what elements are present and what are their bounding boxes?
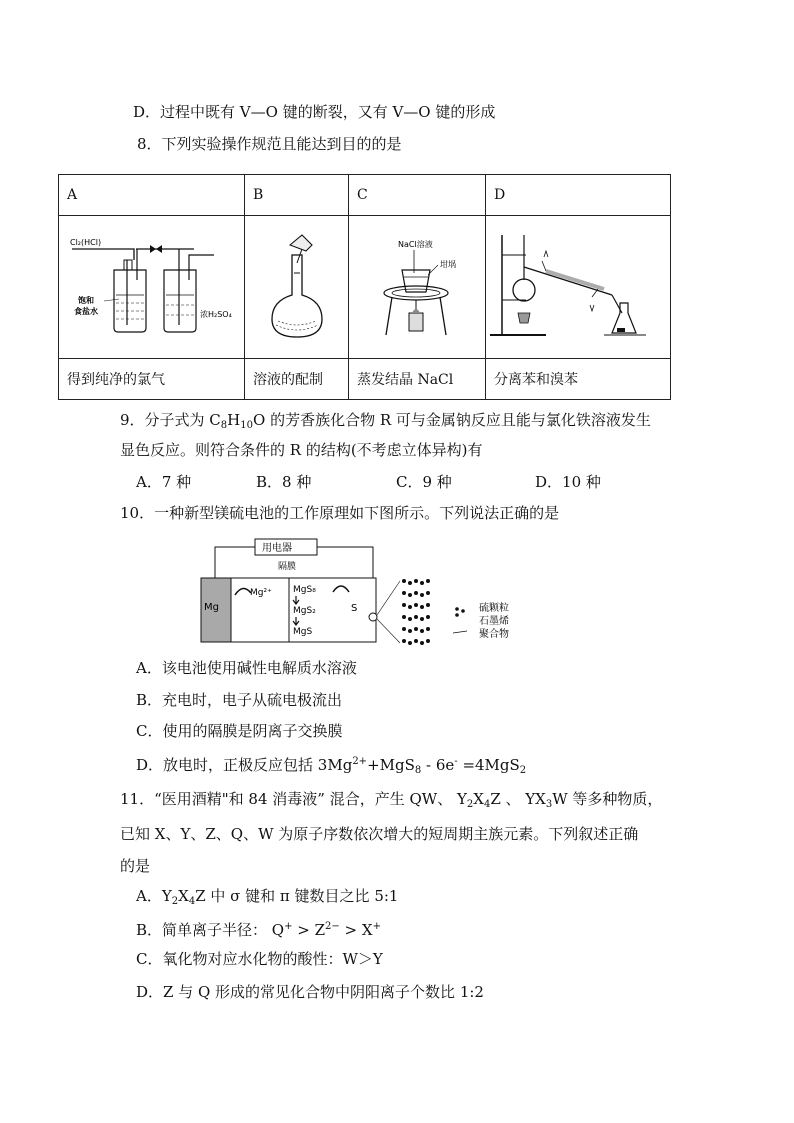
q9-option-c: C．9 种 (396, 473, 452, 491)
q11-stem-line1: 11．“医用酒精"和 84 消毒液” 混合，产生 QW、 $Y_2X_4Z$ 、 $YX_3W$ 等多种物质， (120, 790, 663, 810)
mg-ion-label: Mg²⁺ (250, 588, 272, 598)
q8-caption-d: 分离苯和溴苯 (486, 359, 671, 400)
q8-caption-b: 溶液的配制 (245, 359, 349, 400)
q10-option-d: D．放电时，正极反应包括 $3Mg^{2+}+MgS_8 - 6e^- =4MgS_2$ (136, 756, 527, 776)
mgs2-label: MgS₂ (293, 606, 316, 616)
fig-a-right-label: 浓H₂SO₄ (200, 310, 232, 319)
volumetric-flask-diagram (252, 225, 342, 345)
q8-caption-c: 蒸发结晶 NaCl (349, 359, 486, 400)
q11-option-a: A．$Y_2X_4Z$ 中 σ 键和 π 键数目之比 5:1 (136, 887, 399, 907)
q10-stem: 10．一种新型镁硫电池的工作原理如下图所示。下列说法正确的是 (120, 504, 560, 522)
mg-s-battery-diagram (195, 537, 540, 649)
q10-option-b: B．充电时，电子从硫电极流出 (136, 691, 343, 709)
q9-stem-line1: 9．分子式为 $C_8H_{10}O$ 的芳香族化合物 R 可与金属钠反应且能与氯化铁溶液发生 (120, 411, 651, 431)
q8-table (58, 174, 671, 400)
q11-stem-line2: 已知 X、Y、Z、Q、W 为原子序数依次增大的短周期主族元素。下列叙述正确 (120, 825, 639, 843)
q8-caption-a: 得到纯净的氯气 (59, 359, 245, 400)
fig-c-side-label: 坩埚 (440, 260, 456, 269)
q8-header-c: C (349, 175, 486, 216)
q10-option-a: A．该电池使用碱性电解质水溶液 (136, 659, 357, 677)
q8-stem: 8．下列实验操作规范且能达到目的的是 (137, 135, 402, 153)
fig-a-left-label-2: 食盐水 (74, 307, 98, 316)
q8-figure-d (486, 216, 671, 359)
evaporation-crucible-diagram (354, 225, 480, 345)
device-label: 用电器 (262, 543, 292, 554)
mgs-label: MgS (293, 627, 313, 637)
fig-a-left-label: 饱和 (78, 296, 94, 305)
q8-header-d: D (486, 175, 671, 216)
gas-washing-bottles-diagram (64, 225, 239, 345)
legend-sulfur-particle: 硫颗粒 (479, 603, 509, 614)
q11-option-d: D．Z 与 Q 形成的常见化合物中阴阳离子个数比 1:2 (136, 983, 484, 1001)
q7-option-d: D．过程中既有 V—O 键的断裂，又有 V—O 键的形成 (133, 103, 496, 121)
distillation-apparatus-diagram (486, 225, 670, 345)
legend-polymer: 聚合物 (479, 629, 509, 640)
q11-stem-line3: 的是 (120, 857, 151, 875)
legend-graphene: 石墨烯 (479, 616, 509, 627)
q11-option-c: C．氧化物对应水化物的酸性：W＞Y (136, 950, 383, 968)
mgs8-label: MgS₈ (293, 585, 316, 595)
q9-stem-line2: 显色反应。则符合条件的 R 的结构(不考虑立体异构)有 (120, 441, 483, 459)
fig-a-gas-label: Cl₂(HCl) (70, 238, 102, 247)
q8-header-b: B (245, 175, 349, 216)
fig-c-top-label: NaCl溶液 (398, 240, 433, 249)
q9-option-b: B．8 种 (256, 473, 312, 491)
q8-figure-c (349, 216, 486, 359)
q9-option-d: D．10 种 (535, 473, 601, 491)
q8-figure-b (245, 216, 349, 359)
q8-header-a: A (59, 175, 245, 216)
q11-option-b: B．简单离子半径： $Q^+ > Z^{2-} > X^+$ (136, 921, 381, 939)
sulfur-electrode-label: S (351, 603, 358, 614)
q9-option-a: A．7 种 (136, 473, 192, 491)
q10-option-c: C．使用的隔膜是阴离子交换膜 (136, 722, 343, 740)
q8-figure-a (59, 216, 245, 359)
mg-electrode-label: Mg (204, 602, 219, 613)
membrane-label: 隔膜 (278, 562, 297, 572)
